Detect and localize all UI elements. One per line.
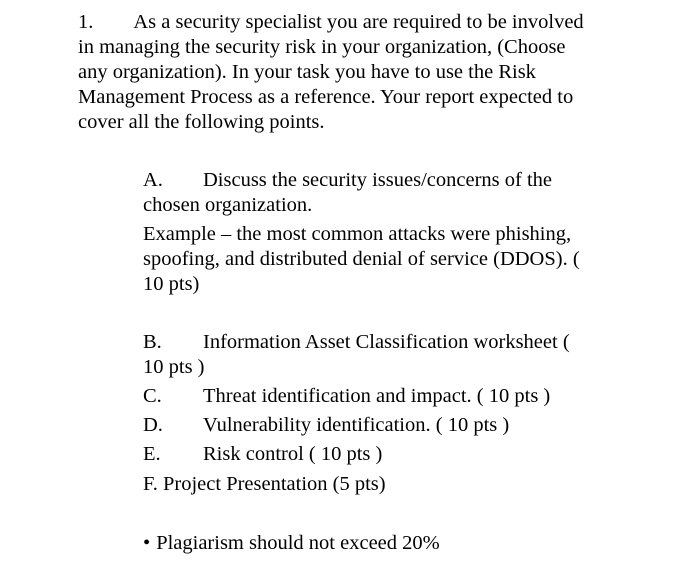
item-a-example-1: Example – the most common attacks were phishing,	[143, 223, 572, 245]
question-number: 1.	[78, 11, 94, 33]
item-b-line-2: 10 pts )	[143, 356, 205, 378]
item-a-label: A.	[143, 169, 163, 191]
item-e	[143, 442, 382, 466]
item-a-example-2: spoofing, and distributed denial of service (DDOS). (	[143, 248, 580, 270]
plagiarism-text: Plagiarism should not exceed 20%	[156, 532, 440, 554]
question-text-1: As a security specialist you are required to be involved	[133, 11, 584, 33]
item-d-text: Vulnerability identification. ( 10 pts )	[203, 414, 510, 436]
item-c	[143, 384, 550, 408]
item-a-line-1	[143, 168, 552, 192]
item-b-line-1	[143, 330, 570, 354]
item-b-label: B.	[143, 331, 162, 353]
question-line-3: any organization). In your task you have to use the Risk	[78, 61, 536, 83]
question-line-5: cover all the following points.	[78, 111, 325, 133]
item-d	[143, 413, 509, 437]
item-e-text: Risk control ( 10 pts )	[203, 443, 383, 465]
item-c-label: C.	[143, 385, 162, 407]
question-line-4: Management Process as a reference. Your report expected to	[78, 86, 574, 108]
item-d-label: D.	[143, 414, 163, 436]
question-line-2: in managing the security risk in your organization, (Choose	[78, 36, 566, 58]
item-a-text: Discuss the security issues/concerns of the	[203, 169, 552, 191]
item-a-line-2: chosen organization.	[143, 194, 313, 216]
bullet-icon: •	[143, 532, 151, 554]
item-a-example-3: 10 pts)	[143, 273, 200, 295]
question-line-1	[78, 10, 584, 34]
plagiarism-note	[143, 531, 440, 555]
item-c-text: Threat identification and impact. ( 10 pts )	[203, 385, 551, 407]
item-f: F. Project Presentation (5 pts)	[143, 473, 386, 495]
item-e-label: E.	[143, 443, 161, 465]
item-b-text: Information Asset Classification worksheet (	[203, 331, 570, 353]
